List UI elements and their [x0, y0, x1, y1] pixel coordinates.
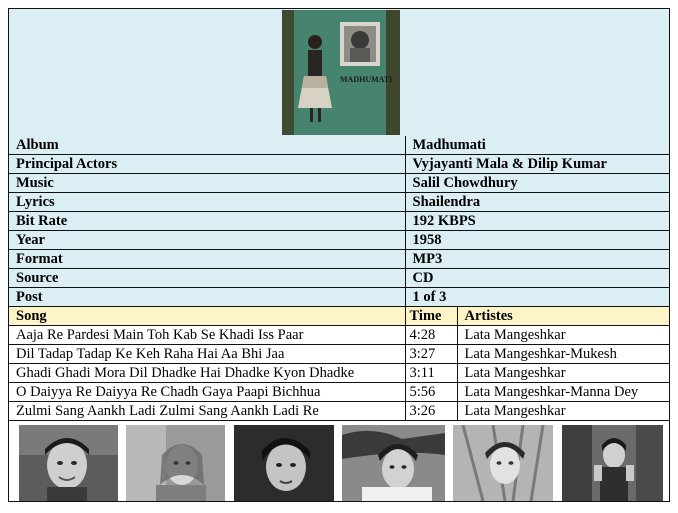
info-label: Format — [9, 250, 405, 269]
song-artistes: Lata Mangeshkar-Mukesh — [457, 345, 669, 364]
song-time: 3:11 — [405, 364, 457, 383]
film-still-image — [453, 425, 553, 501]
film-stills-strip — [9, 423, 669, 503]
info-value: Madhumati — [405, 136, 669, 155]
song-row — [9, 364, 669, 383]
songs-header-row — [9, 307, 669, 326]
info-label: Bit Rate — [9, 212, 405, 231]
song-time: 3:27 — [405, 345, 457, 364]
info-value: Shailendra — [405, 193, 669, 212]
song-time: 3:26 — [405, 402, 457, 421]
info-value: 1958 — [405, 231, 669, 250]
info-row-album — [9, 136, 669, 155]
song-time: 5:56 — [405, 383, 457, 402]
info-row-principal-actors — [9, 155, 669, 174]
song-artistes: Lata Mangeshkar — [457, 364, 669, 383]
song-artistes: Lata Mangeshkar — [457, 402, 669, 421]
song-title: Aaja Re Pardesi Main Toh Kab Se Khadi Iss Paar — [9, 326, 405, 345]
film-still-image — [234, 425, 334, 501]
info-value: 1 of 3 — [405, 288, 669, 307]
song-title: Zulmi Sang Aankh Ladi Zulmi Sang Aankh Ladi Re — [9, 402, 405, 421]
info-value: CD — [405, 269, 669, 288]
song-title: O Daiyya Re Daiyya Re Chadh Gaya Paapi Bichhua — [9, 383, 405, 402]
info-row-bit-rate — [9, 212, 669, 231]
song-row — [9, 402, 669, 421]
info-value: MP3 — [405, 250, 669, 269]
info-label: Source — [9, 269, 405, 288]
info-row-post — [9, 288, 669, 307]
song-row — [9, 345, 669, 364]
info-label: Post — [9, 288, 405, 307]
info-row-music — [9, 174, 669, 193]
song-artistes: Lata Mangeshkar-Manna Dey — [457, 383, 669, 402]
album-info-card — [8, 8, 670, 502]
info-value: 192 KBPS — [405, 212, 669, 231]
info-row-source — [9, 269, 669, 288]
film-still-image — [126, 425, 225, 501]
song-row — [9, 326, 669, 345]
info-label: Lyrics — [9, 193, 405, 212]
song-time: 4:28 — [405, 326, 457, 345]
info-row-lyrics — [9, 193, 669, 212]
songs-header-artistes: Artistes — [457, 307, 669, 326]
song-title: Ghadi Ghadi Mora Dil Dhadke Hai Dhadke Kyon Dhadke — [9, 364, 405, 383]
songs-header-song: Song — [9, 307, 405, 326]
album-cover-image — [282, 10, 400, 135]
info-label: Principal Actors — [9, 155, 405, 174]
info-value: Vyjayanti Mala & Dilip Kumar — [405, 155, 669, 174]
info-row-year — [9, 231, 669, 250]
song-row — [9, 383, 669, 402]
info-label: Year — [9, 231, 405, 250]
film-still-image — [19, 425, 118, 501]
info-label: Album — [9, 136, 405, 155]
song-title: Dil Tadap Tadap Ke Keh Raha Hai Aa Bhi Jaa — [9, 345, 405, 364]
info-value: Salil Chowdhury — [405, 174, 669, 193]
info-label: Music — [9, 174, 405, 193]
song-artistes: Lata Mangeshkar — [457, 326, 669, 345]
film-still-image — [562, 425, 663, 501]
film-still-image — [342, 425, 445, 501]
cover-album-text: MADHUMATI — [340, 75, 393, 84]
info-row-format — [9, 250, 669, 269]
songs-header-time: Time — [405, 307, 457, 326]
album-details-table — [9, 136, 669, 421]
cover-row — [9, 9, 669, 137]
